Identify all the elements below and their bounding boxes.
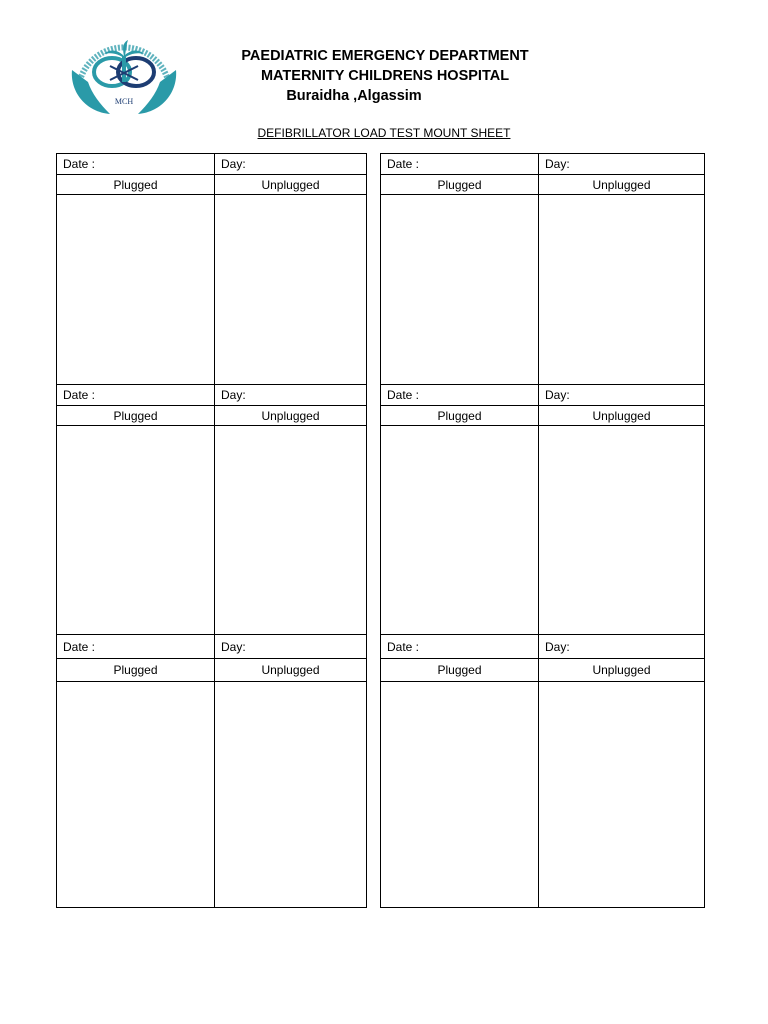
date-field[interactable]: Date : — [381, 635, 539, 658]
unplugged-entry-cell[interactable] — [215, 195, 366, 384]
day-field[interactable]: Day: — [221, 388, 246, 402]
column-header-row — [57, 175, 366, 195]
plugged-header: Plugged — [57, 175, 215, 194]
column-header-row — [381, 175, 704, 195]
logo-text: MCH — [114, 97, 134, 106]
day-field[interactable]: Day: — [545, 388, 570, 402]
plugged-header: Plugged — [381, 406, 539, 425]
date-row — [57, 635, 366, 659]
date-field[interactable]: Date : — [57, 635, 215, 658]
entry-row — [57, 195, 366, 384]
date-row — [57, 154, 366, 175]
unplugged-entry-cell[interactable] — [215, 682, 366, 907]
entry-row — [381, 682, 704, 907]
entry-row — [381, 195, 704, 384]
test-block — [56, 634, 367, 908]
test-block — [380, 153, 705, 385]
plugged-entry-cell[interactable] — [57, 195, 215, 384]
date-field[interactable]: Date : — [57, 154, 215, 174]
column-header-row — [57, 659, 366, 682]
date-field[interactable]: Date : — [381, 385, 539, 405]
test-block — [380, 384, 705, 635]
plugged-entry-cell[interactable] — [57, 426, 215, 634]
hospital-logo-icon — [66, 20, 182, 120]
sheet-title: DEFIBRILLATOR LOAD TEST MOUNT SHEET — [257, 126, 511, 140]
unplugged-header: Unplugged — [261, 408, 320, 423]
date-row — [381, 385, 704, 406]
plugged-entry-cell[interactable] — [57, 682, 215, 907]
plugged-header: Plugged — [381, 659, 539, 681]
unplugged-header: Unplugged — [592, 663, 651, 677]
entry-row — [57, 682, 366, 907]
entry-row — [57, 426, 366, 634]
test-block — [56, 384, 367, 635]
unplugged-entry-cell[interactable] — [215, 426, 366, 634]
plugged-entry-cell[interactable] — [381, 682, 539, 907]
day-field[interactable]: Day: — [221, 157, 246, 171]
test-block — [380, 634, 705, 908]
date-row — [57, 385, 366, 406]
plugged-header: Plugged — [57, 659, 215, 681]
column-header-row — [381, 659, 704, 682]
entry-row — [381, 426, 704, 634]
plugged-header: Plugged — [381, 175, 539, 194]
date-field[interactable]: Date : — [57, 385, 215, 405]
day-field[interactable]: Day: — [545, 157, 570, 171]
unplugged-header: Unplugged — [261, 177, 320, 192]
hospital-name: MATERNITY CHILDRENS HOSPITAL — [260, 68, 510, 84]
test-block — [56, 153, 367, 385]
unplugged-entry-cell[interactable] — [539, 426, 704, 634]
hospital-location: Buraidha ,Algassim — [286, 88, 422, 104]
plugged-header: Plugged — [57, 406, 215, 425]
day-field[interactable]: Day: — [545, 639, 570, 654]
unplugged-entry-cell[interactable] — [539, 682, 704, 907]
column-header-row — [381, 406, 704, 426]
date-row — [381, 635, 704, 659]
day-field[interactable]: Day: — [221, 639, 246, 654]
unplugged-header: Unplugged — [261, 663, 320, 677]
plugged-entry-cell[interactable] — [381, 426, 539, 634]
column-header-row — [57, 406, 366, 426]
date-row — [381, 154, 704, 175]
date-field[interactable]: Date : — [381, 154, 539, 174]
unplugged-header: Unplugged — [592, 408, 651, 423]
unplugged-entry-cell[interactable] — [539, 195, 704, 384]
department-title: PAEDIATRIC EMERGENCY DEPARTMENT — [241, 48, 529, 64]
plugged-entry-cell[interactable] — [381, 195, 539, 384]
unplugged-header: Unplugged — [592, 177, 651, 192]
